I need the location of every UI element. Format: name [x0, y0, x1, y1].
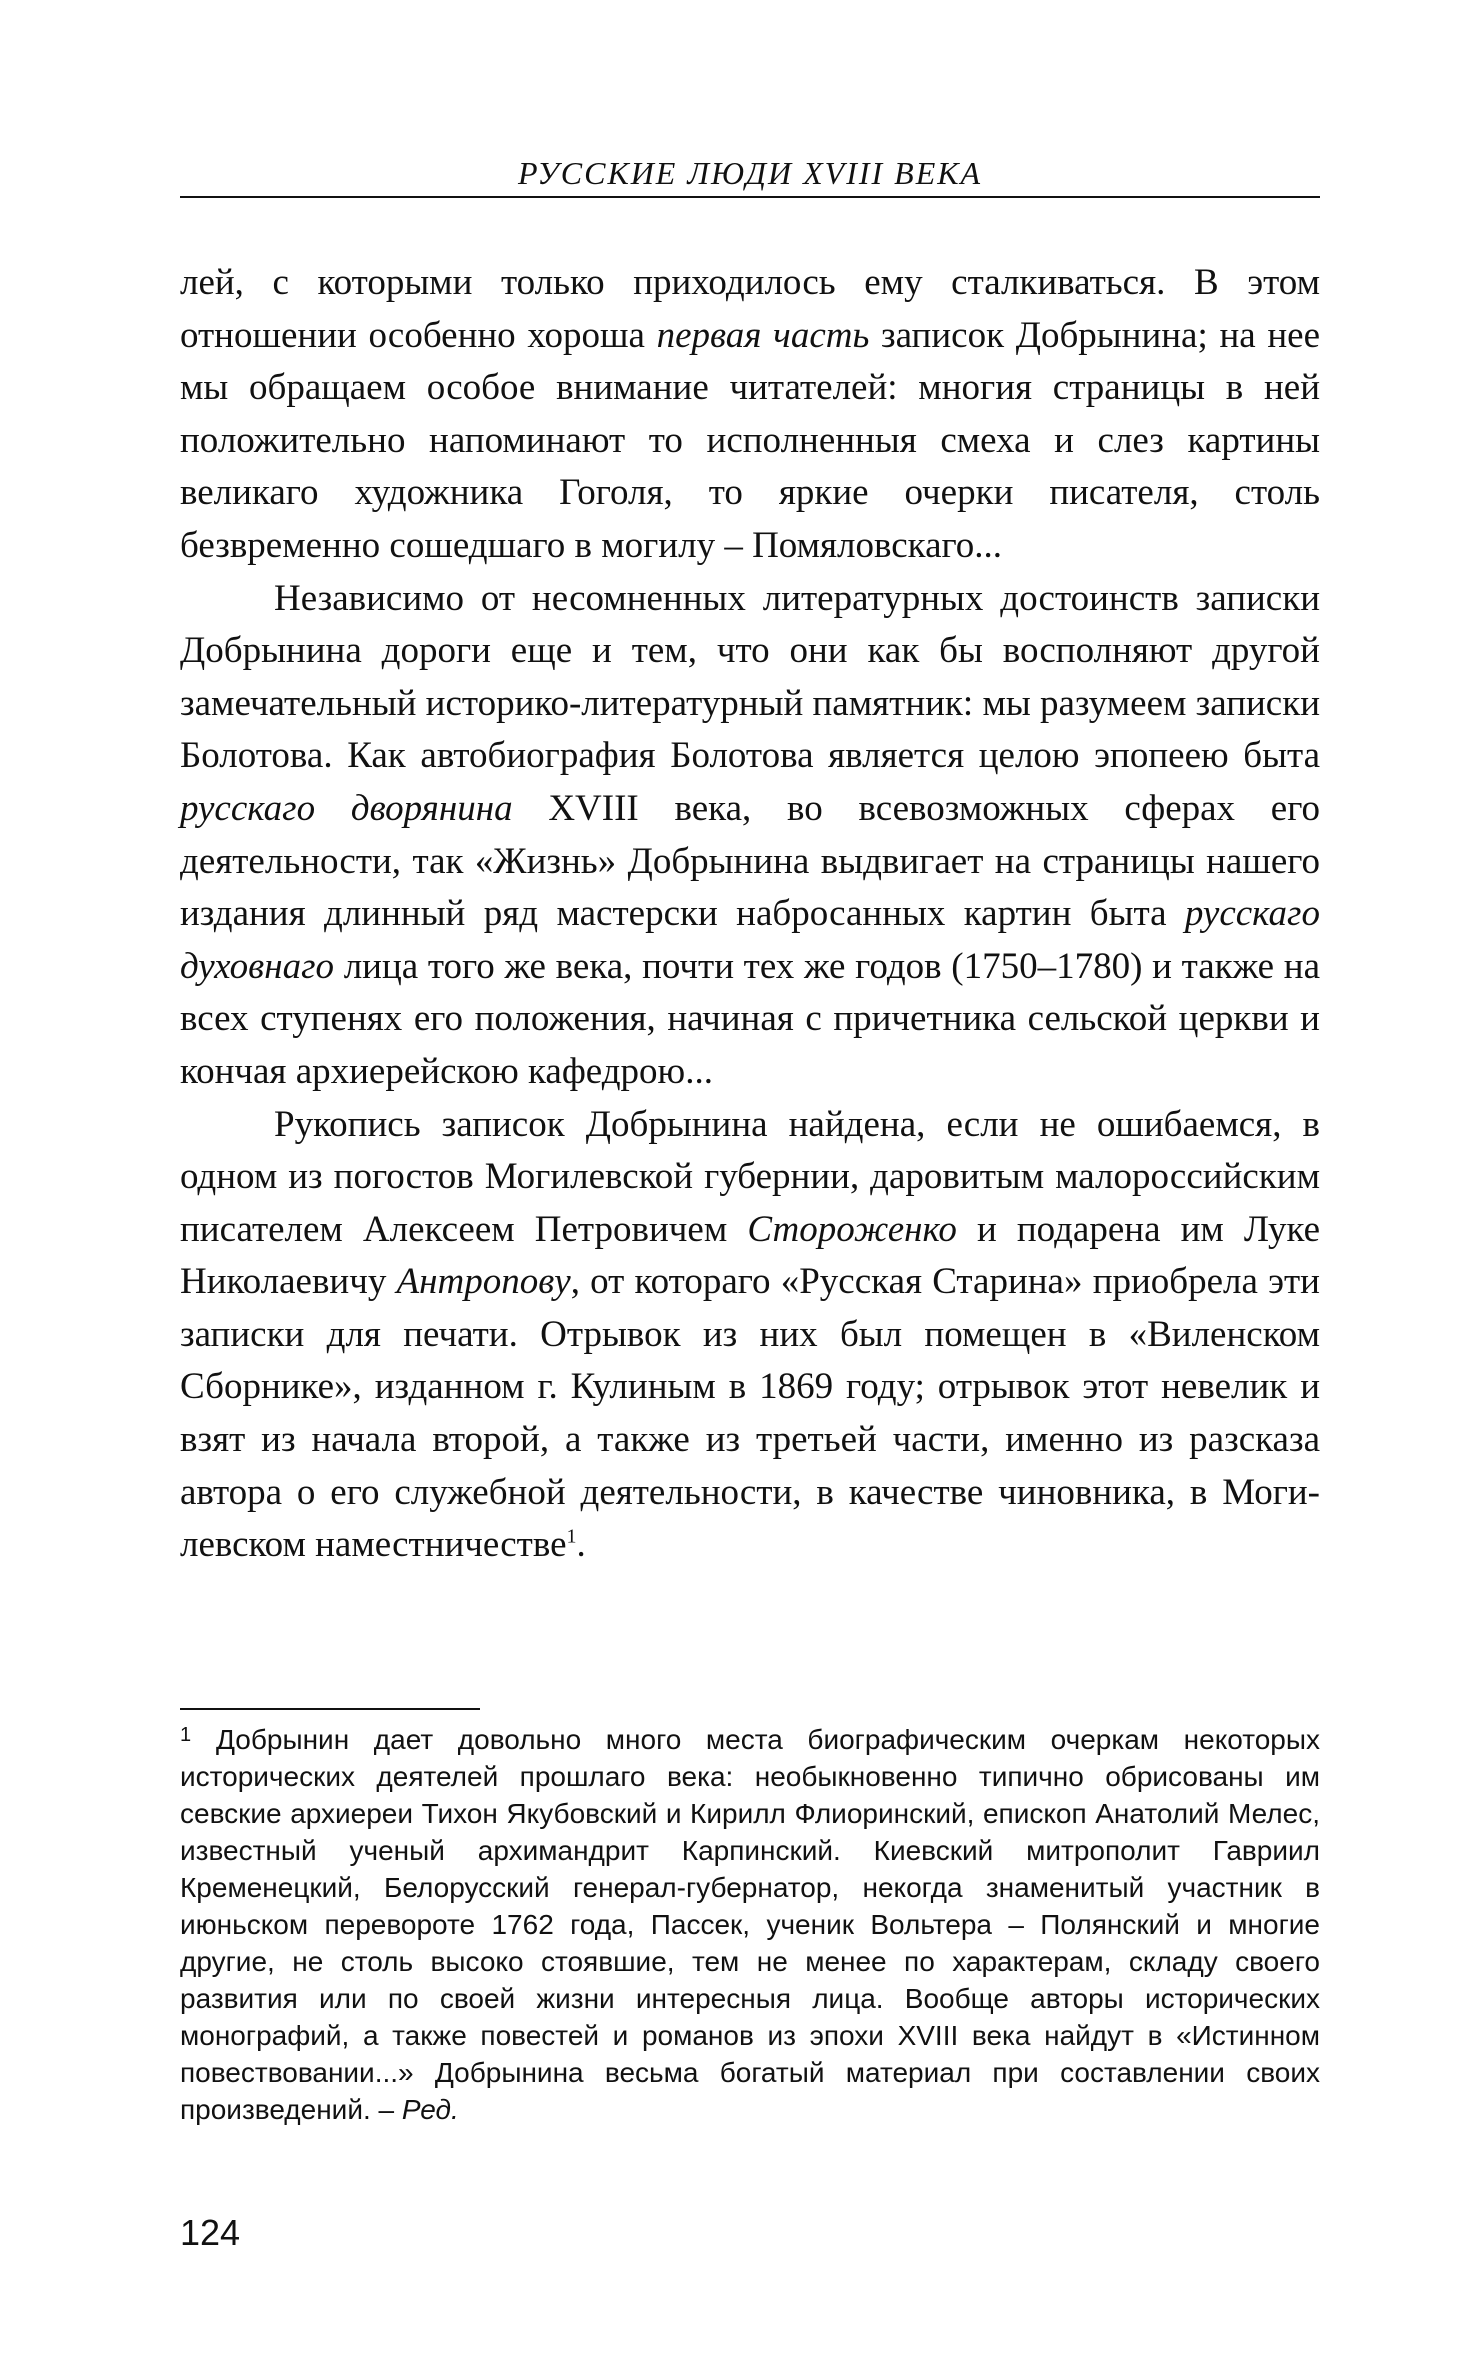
text-run: записок Добрынина; на нее мы обращаем особое внимание читателей: многия страницы в ней положительно напоминают то исполненныя смеха и слез картины великаго художника Гоголя, то яркие очерки писателя, столь безвременно сошедшаго в могилу – Помяловскаго... — [180, 314, 1320, 566]
italic-run: русскаго дворянина — [180, 787, 513, 829]
italic-run: Стороженко — [747, 1208, 957, 1250]
footnote-rule — [180, 1708, 480, 1710]
italic-run: русскаго духовнаго — [180, 893, 1320, 987]
text-run: XVIII века, во всевозможных сферах его деятельности, так «Жизнь» Добрынина выдвигает на страницы нашего издания длинный ряд мастерски набросанных картин быта — [180, 787, 1320, 935]
text-run: лей, с которыми только приходилось ему сталкиваться. В этом отношении особенно хороша — [180, 262, 1320, 356]
header-rule — [180, 196, 1320, 198]
footnote-signature: Ред. — [401, 2094, 459, 2125]
footnote-reference[interactable]: 1 — [566, 1525, 577, 1548]
text-run: Независимо от несомненных литературных достоинств записки Добрынина дороги еще и тем, что они как бы восполняют другой замечательный историко-литературный памятник: мы разумеем записки Болотова. Как автобиография Болотова является целою эпопеею быта — [180, 577, 1321, 777]
body-text — [180, 257, 1320, 1572]
running-header: РУССКИЕ ЛЮДИ XVIII ВЕКА — [517, 155, 983, 191]
paragraph-3 — [180, 1099, 1320, 1572]
text-run: и подарена им Луке Николаевичу — [180, 1208, 1321, 1303]
text-run: , от котораго «Русская Старина» приобрела эти записки для печати. Отрывок из них был помещен в «Виленском Сборнике», изданном г. Кулиным в 1869 году; отрывок этот невелик и взят из начала второй, а также из третьей части, именно из разсказа автора о его служебной деятельности, в качестве чиновника, в Могилевском наместничестве — [180, 1261, 1320, 1566]
paragraph-1 — [180, 257, 1320, 573]
text-run: лица того же века, почти тех же годов (1750–1780) и также на всех ступенях его положения, начиная с причетника сельской церкви и кончая архиерейскою кафедрою... — [180, 945, 1320, 1092]
italic-run: Антропову — [396, 1261, 571, 1303]
italic-run: первая часть — [656, 314, 870, 356]
text-run: Рукопись записок Добрынина найдена, если не ошибаемся, в одном из погостов Могилевской губернии, даровитым малороссийским писателем Алексеем Петровичем — [180, 1103, 1320, 1250]
paragraph-2 — [180, 573, 1320, 1099]
page-number: 124 — [180, 2212, 241, 2253]
footnote: 1 Добрынин дает довольно много места биографическим очеркам некоторых исторических деятелей прошлаго века: необыкновенно типично обрисованы им севские архиереи Тихон Якубовский и Кирилл Флиоринский, епископ Анатолий Мелес, известный ученый архимандрит Карпинский. Киевский митрополит Гавриил Кременецкий, Белорусский генерал-губернатор, некогда знаменитый участник в июньском перевороте 1762 года, Пассек, ученик Вольтера – Полянский и многие другие, не столь высоко стоявшие, тем не менее по характерам, складу своего развития или по своей жизни интересныя лица. Вообще авторы исторических монографий, а также повестей и романов из эпохи XVIII века найдут в «Истинном повествовании...» Добрынина весьма богатый материал при составлении своих произведений. – Ред. — [180, 1724, 1320, 2125]
text-run: . — [576, 1524, 586, 1566]
footnote-text: Добрынин дает довольно много места биографическим очеркам некоторых исторических деятелей прошлаго века: необыкновенно типично обрисованы им севские архиереи Тихон Якубовский и Кирилл Флиоринский, епископ Анатолий Мелес, известный ученый архимандрит Карпинский. Киевский митрополит Гавриил Кременецкий, Белорусский генерал-губернатор, некогда знаменитый участник в июньском перевороте 1762 года, Пассек, ученик Вольтера – Полянский и многие другие, не столь высоко стоявшие, тем не менее по характерам, складу своего развития или по своей жизни интересныя лица. Вообще авторы исторических монографий, а также повестей и романов из эпохи XVIII века найдут в «Истинном повествовании...» Добрынина весьма богатый материал при составлении своих произведений. – — [180, 1724, 1320, 2125]
